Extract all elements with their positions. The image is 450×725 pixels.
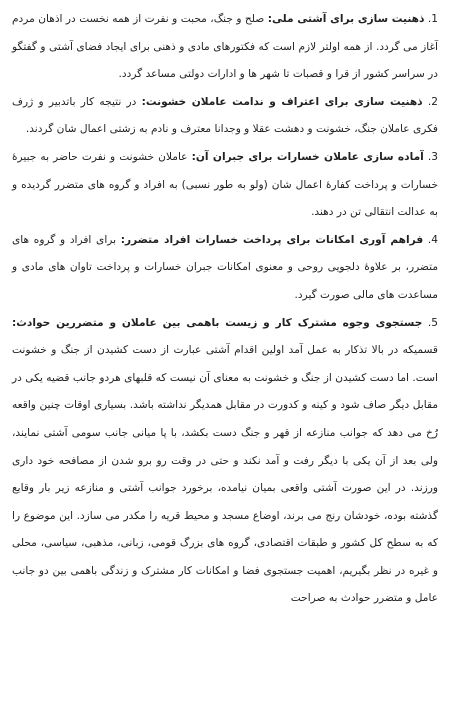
- list-item-4: [12, 227, 438, 310]
- item-body: صلح و جنگ، محبت و نفرت از همه نخست در اذهان مردم آغاز می گردد. از همه اولتر لازم است که فکتورهای مادی و ذهنی برای ایجاد فضای آشتی و گفتگو در سراسر کشور از قرا و قصبات تا شهر ها و ادارات دولتی مساعد گردد.: [12, 13, 438, 81]
- item-number: 2.: [427, 95, 438, 108]
- item-title: جستجوی وجوه مشترک کار و زیست باهمی بین عاملان و متضررین حوادث:: [12, 316, 423, 329]
- item-number: 1.: [427, 13, 439, 25]
- item-title: فراهم آوری امکانات برای پرداخت خسارات افراد متضرر:: [120, 233, 424, 246]
- item-title: ذهنیت سازی برای آشتی ملی:: [267, 13, 425, 25]
- list-item-3: [12, 144, 438, 227]
- item-number: 4.: [427, 233, 438, 246]
- item-body: در نتیجه کار باتدبیر و ژرف فکری عاملان جنگ، خشونت و دهشت عقلا و وجدانا معترف و نادم به زشتی اعمال شان گردند.: [12, 95, 438, 136]
- item-body: قسمیکه در بالا تذکار به عمل آمد اولین اقدام آشتی عبارت از دست کشیدن از جنگ و خشونت است. اما دست کشیدن از جنگ و خشونت به معنای آن نیست که قلبهای هردو جانب قضیه یکی در مقابل دیگر صاف شود و کینه و کدورت در مقابل همدیگر نداشته باشد. بسیاری اوقات چنین واقعه رُخ می دهد که جوانب منازعه از قهر و جنگ دست بکشد، با پا میانی جانب سومی آشتی نمایند، ولی بعد از آن یکی با دیگر رفت و آمد نکند و حتی در وقت رو برو شدن از مصافحه خود داری ورزند. در این صورت آشتی واقعی بمیان نیامده، برخورد جوانب آشتی و منازعه زیر بار وقایع گذشته بوده، خودشان رنج می برند، اوضاع مسجد و محیط قریه را مکدر می سازد. این موضوع را که به سطح کل کشور و طبقات اقتصادی، گروه های بزرگ قومی، زبانی، مذهبی، سیاسی، محلی و غیره در نظر بگیریم، اهمیت جستجوی فضا و امکانات کار مشترک و زندگی باهمی بین دو جانب عامل و متضرر حوادث به صراحت: [12, 344, 438, 605]
- list-item-2: [12, 89, 438, 144]
- item-body: برای افراد و گروه های متضرر، بر علاوهٔ دلجویی روحی و معنوی امکانات جبران خسارات و پرداخت تاوان های مادی و مساعدت های مالی صورت گیرد.: [12, 233, 438, 301]
- item-body: عاملان خشونت و نفرت حاضر به جبیرهٔ خسارات و پرداخت کفارهٔ اعمال شان (ولو به طور نسبی) به افراد و گروه های متضرر گردیده و به عدالت انتقالی تن در دهند.: [12, 150, 438, 219]
- item-title: ذهنیت سازی برای اعتراف و ندامت عاملان خشونت:: [141, 95, 423, 108]
- item-number: 3.: [427, 150, 438, 163]
- list-item-5: [12, 310, 438, 614]
- item-title: آماده سازی عاملان خسارات برای جبران آن:: [191, 150, 424, 163]
- item-number: 5.: [427, 316, 438, 329]
- list-item-1: [12, 6, 438, 89]
